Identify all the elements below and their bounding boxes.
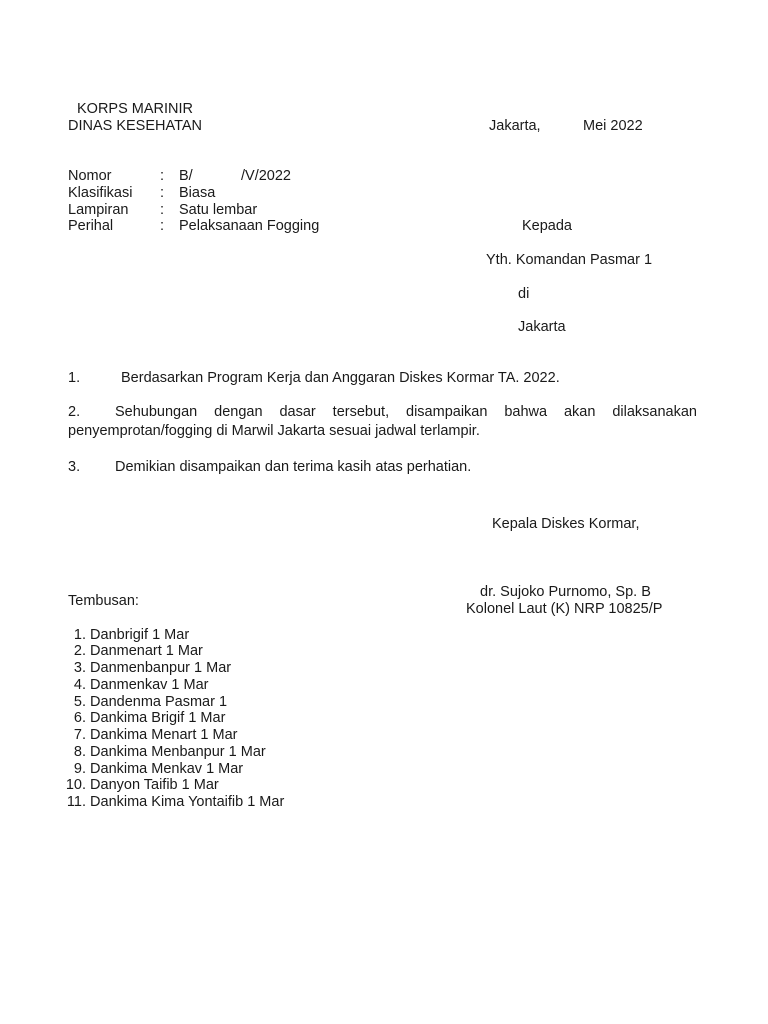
paragraph-number: 1. [68,370,81,386]
list-item [60,643,320,660]
list-text: Danmenbanpur 1 Mar [90,660,232,676]
meta-label: Lampiran [68,202,129,218]
paragraph-2 [68,403,697,441]
recipient-kepada: Kepada [522,218,572,234]
list-item [60,660,320,677]
list-text: Danmenkav 1 Mar [90,677,209,693]
list-item [60,727,320,744]
recipient-yth: Yth. Komandan Pasmar 1 [486,252,653,268]
list-number: 10. [65,777,86,793]
letterhead-line1: KORPS MARINIR [77,101,194,117]
letterhead-line2: DINAS KESEHATAN [68,118,203,134]
meta-value: B/ [179,168,193,184]
recipient-city: Jakarta [518,319,566,335]
meta-label: Nomor [68,168,112,184]
paragraph-2-number: 2. [68,404,81,420]
list-item [60,794,320,811]
nomor-suffix: /V/2022 [241,168,291,184]
recipient-di: di [518,286,530,302]
list-number: 2. [73,643,86,659]
list-text: Danbrigif 1 Mar [90,627,190,643]
list-text: Danyon Taifib 1 Mar [90,777,219,793]
list-text: Danmenart 1 Mar [90,643,203,659]
paragraph-text: Demikian disampaikan dan terima kasih atas perhatian. [115,459,472,475]
list-number: 5. [73,694,86,710]
list-number: 7. [73,727,86,743]
letter-place: Jakarta, [489,118,541,134]
list-item [60,694,320,711]
meta-colon: : [160,168,165,184]
meta-label: Klasifikasi [68,185,133,201]
paragraph-text: Sehubungan dengan dasar tersebut, disampaikan bahwa akan dilaksanakan penyemprotan/fogging di Marwil Jakarta sesuai jadwal terlampir. [68,404,697,439]
list-number: 4. [73,677,86,693]
list-number: 3. [73,660,86,676]
list-text: Dankima Menkav 1 Mar [90,761,244,777]
list-number: 11. [66,794,86,810]
signature-rank: Kolonel Laut (K) NRP 10825/P [466,601,663,617]
signature-title: Kepala Diskes Kormar, [492,516,640,532]
letter-date: Mei 2022 [583,118,643,134]
list-text: Dankima Brigif 1 Mar [90,710,226,726]
list-text: Dankima Menbanpur 1 Mar [90,744,266,760]
meta-value: Pelaksanaan Fogging [179,218,320,234]
tembusan-heading: Tembusan: [68,593,139,609]
list-item [60,777,320,794]
list-item [60,710,320,727]
list-item [60,677,320,694]
signature-name: dr. Sujoko Purnomo, Sp. B [480,584,651,600]
list-text: Dankima Menart 1 Mar [90,727,238,743]
meta-colon: : [160,218,165,234]
meta-colon: : [160,185,165,201]
list-item [60,627,320,644]
meta-value: Satu lembar [179,202,258,218]
list-text: Dandenma Pasmar 1 [90,694,228,710]
meta-label: Perihal [68,218,114,234]
list-number: 8. [73,744,86,760]
meta-colon: : [160,202,165,218]
meta-value: Biasa [179,185,216,201]
paragraph-number: 3. [68,459,81,475]
list-number: 9. [73,761,86,777]
list-item [60,744,320,761]
list-number: 1. [73,627,86,643]
list-number: 6. [73,710,86,726]
paragraph-text: Berdasarkan Program Kerja dan Anggaran Diskes Kormar TA. 2022. [121,370,560,386]
list-item [60,761,320,778]
list-text: Dankima Kima Yontaifib 1 Mar [90,794,285,810]
